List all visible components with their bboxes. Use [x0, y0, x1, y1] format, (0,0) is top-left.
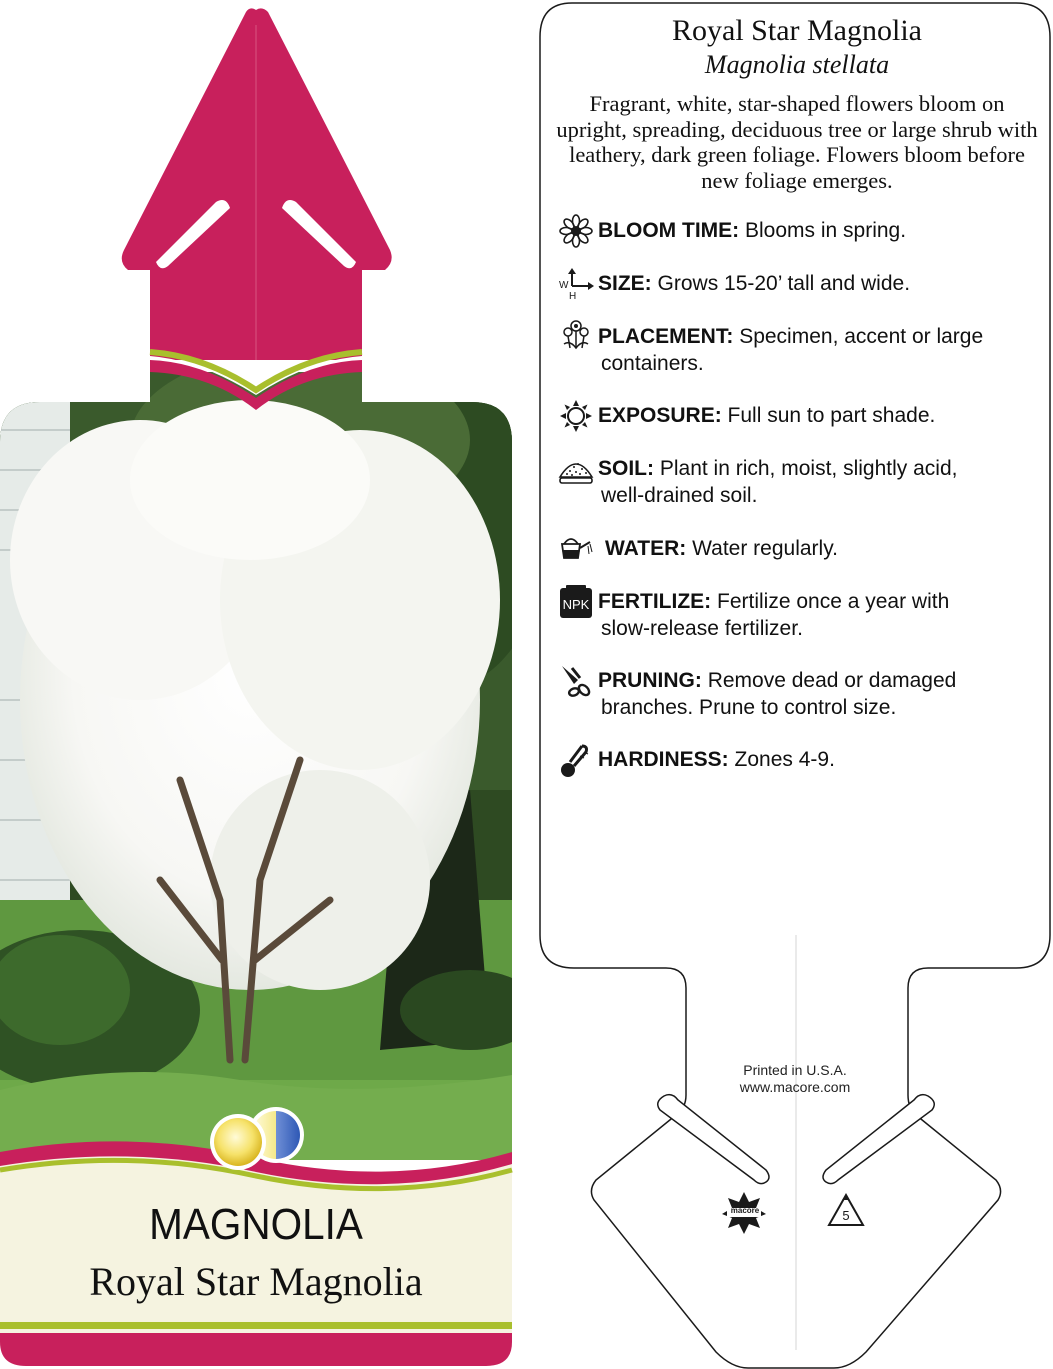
watering-can-icon — [558, 530, 594, 566]
info-exposure — [598, 402, 1038, 429]
front-tag — [0, 0, 520, 1369]
size-arrows-icon — [558, 266, 594, 302]
info-hardiness — [598, 746, 1038, 773]
info-text: Water regularly. — [692, 537, 838, 560]
info-label: PRUNING: — [598, 669, 702, 692]
info-placement — [598, 323, 1038, 377]
latin-name: Magnolia stellata — [704, 50, 890, 79]
info-soil — [598, 455, 1038, 509]
fertilizer-npk-icon — [558, 584, 594, 620]
npk-label: NPK — [562, 597, 590, 612]
printed-in: Printed in U.S.A. — [743, 1062, 847, 1078]
info-label: HARDINESS: — [598, 748, 729, 771]
printed-info — [700, 1062, 890, 1096]
soil-pile-icon — [558, 451, 594, 487]
info-pruning — [598, 667, 1038, 721]
size-icon-w: W — [559, 280, 569, 291]
back-title: Royal Star Magnolia — [672, 14, 922, 47]
macore-logo-text: macore — [730, 1206, 760, 1215]
magnolia-photo — [0, 350, 520, 1200]
info-label: PLACEMENT: — [598, 325, 734, 348]
info-text: Remove dead or damaged — [707, 669, 957, 692]
plant-genus: MAGNOLIA — [149, 1200, 363, 1249]
sun-icon — [558, 398, 594, 434]
info-size — [598, 270, 1038, 297]
front-stake — [122, 8, 392, 360]
plant-common-name: Royal Star Magnolia — [89, 1259, 423, 1304]
info-text: Specimen, accent or large — [739, 325, 984, 348]
pruning-shears-icon — [558, 662, 594, 698]
info-text: Grows 15-20’ tall and wide. — [657, 272, 911, 295]
info-label: WATER: — [605, 537, 687, 560]
info-bloom-time — [598, 217, 1038, 244]
info-label: BLOOM TIME: — [598, 219, 740, 242]
info-fertilize — [598, 588, 1038, 642]
flower-icon — [558, 213, 594, 249]
front-label-panel — [0, 1141, 512, 1366]
info-text-cont: branches. Prune to control size. — [601, 696, 897, 719]
info-text-cont: containers. — [601, 352, 704, 375]
info-label: EXPOSURE: — [598, 404, 722, 427]
plant-description: Fragrant, white, star-shaped flowers bloom on upright, spreading, deciduous tree or large shrub with leathery, dark green foliage. Flowers bloom before new foliage emerges. — [556, 91, 1038, 193]
info-text: Fertilize once a year with — [717, 590, 950, 613]
info-text: Blooms in spring. — [745, 219, 907, 242]
info-text-cont: well-drained soil. — [601, 484, 758, 507]
size-icon-h: H — [569, 291, 577, 302]
info-water — [605, 535, 1045, 562]
thermometer-icon — [558, 742, 594, 778]
info-text-cont: slow-release fertilizer. — [601, 617, 803, 640]
website-link[interactable]: www.macore.com — [739, 1079, 851, 1095]
info-label: FERTILIZE: — [598, 590, 712, 613]
plant-placement-icon — [558, 318, 594, 354]
info-label: SIZE: — [598, 272, 652, 295]
info-text: Zones 4-9. — [734, 748, 835, 771]
info-text: Full sun to part shade. — [727, 404, 936, 427]
recycle-number: 5 — [842, 1208, 850, 1223]
info-label: SOIL: — [598, 457, 654, 480]
info-text: Plant in rich, moist, slightly acid, — [659, 457, 958, 480]
